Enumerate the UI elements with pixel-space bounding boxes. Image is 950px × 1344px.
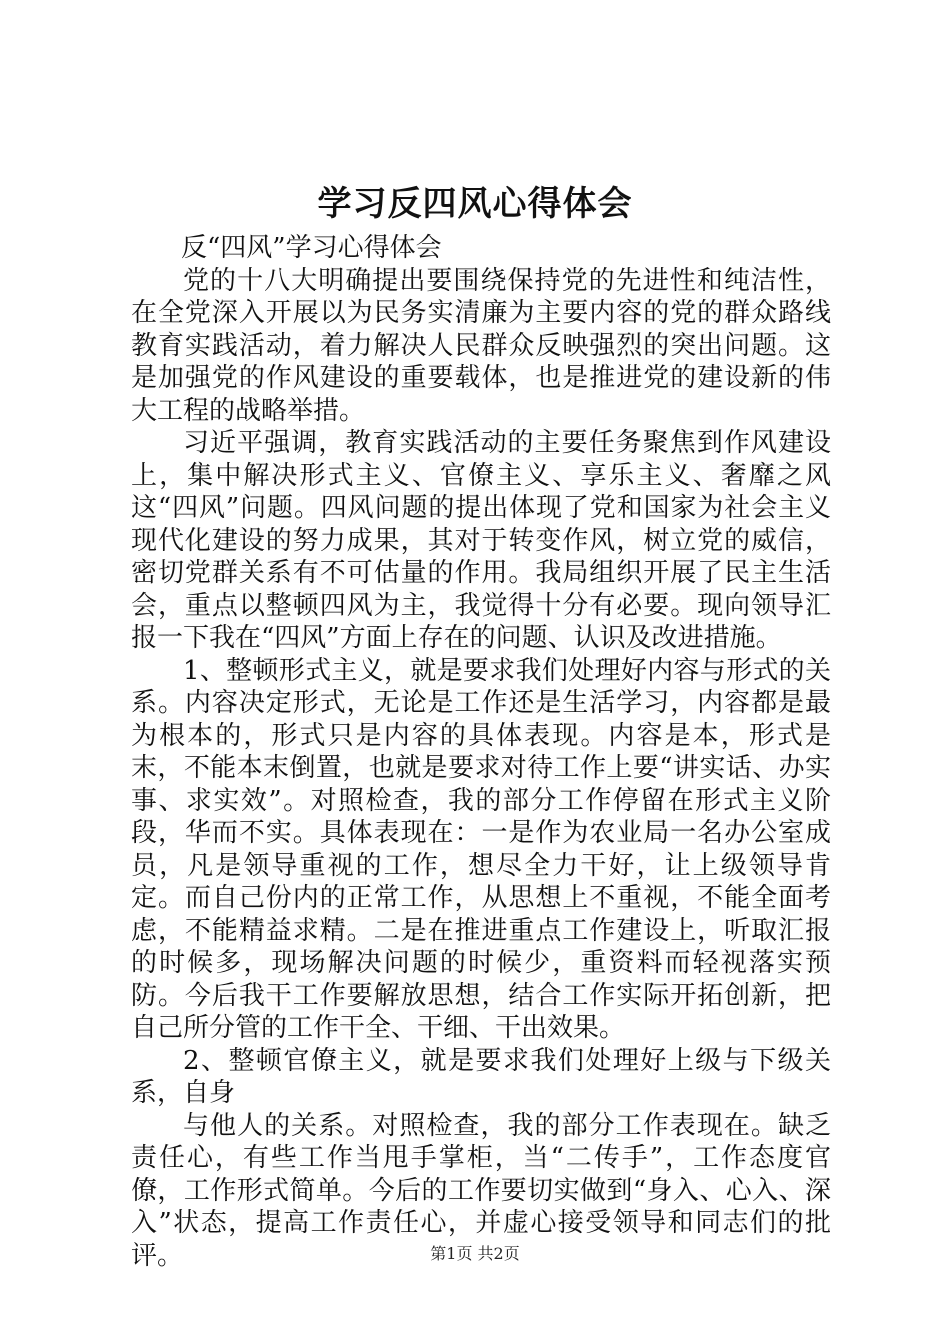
paragraph-formalism: 1、整顿形式主义，就是要求我们处理好内容与形式的关系。内容决定形式，无论是工作还是生活学习，内容都是最为根本的，形式只是内容的具体表现。内容是本，形式是末，不能本末倒置，也就是要求对待工作上要“讲实话、办实事、求实效”。对照检查，我的部分工作停留在形式主义阶段，华而不实。具体表现在：一是作为农业局一名办公室成员，凡是领导重视的工作，想尽全力干好，让上级领导肯定。而自己份内的正常工作，从思想上不重视，不能全面考虑，不能精益求精。二是在推进重点工作建设上，听取汇报的时候多，现场解决问题的时候少，重资料而轻视落实预防。今后我干工作要解放思想，结合工作实际开拓创新，把自己所分管的工作干全、干细、干出效果。	[131, 655, 831, 1043]
document-body	[131, 232, 831, 1272]
page-footer: 第1页 共2页	[430, 1244, 520, 1263]
paragraph-bureaucratism-continued: 与他人的关系。对照检查，我的部分工作表现在。缺乏责任心，有些工作当甩手掌柜，当“二传手”，工作态度官僚，工作形式简单。今后的工作要切实做到“身入、心入、深入”状态，提高工作责任心，并虚心接受领导和同志们的批评。	[131, 1110, 831, 1271]
paragraph-intro: 党的十八大明确提出要围绕保持党的先进性和纯洁性，在全党深入开展以为民务实清廉为主要内容的党的群众路线教育实践活动，着力解决人民群众反映强烈的突出问题。这是加强党的作风建设的重要载体，也是推进党的建设新的伟大工程的战略举措。	[131, 265, 831, 426]
document-subtitle: 反“四风”学习心得体会	[181, 233, 442, 263]
document-title: 学习反四风心得体会	[317, 184, 633, 224]
paragraph-bureaucratism: 2、整顿官僚主义，就是要求我们处理好上级与下级关系，自身	[131, 1045, 831, 1108]
paragraph-four-winds: 习近平强调，教育实践活动的主要任务聚焦到作风建设上，集中解决形式主义、官僚主义、享乐主义、奢靡之风这“四风”问题。四风问题的提出体现了党和国家为社会主义现代化建设的努力成果，其对于转变作风，树立党的威信，密切党群关系有不可估量的作用。我局组织开展了民主生活会，重点以整顿四风为主，我觉得十分有必要。现向领导汇报一下我在“四风”方面上存在的问题、认识及改进措施。	[131, 428, 831, 653]
